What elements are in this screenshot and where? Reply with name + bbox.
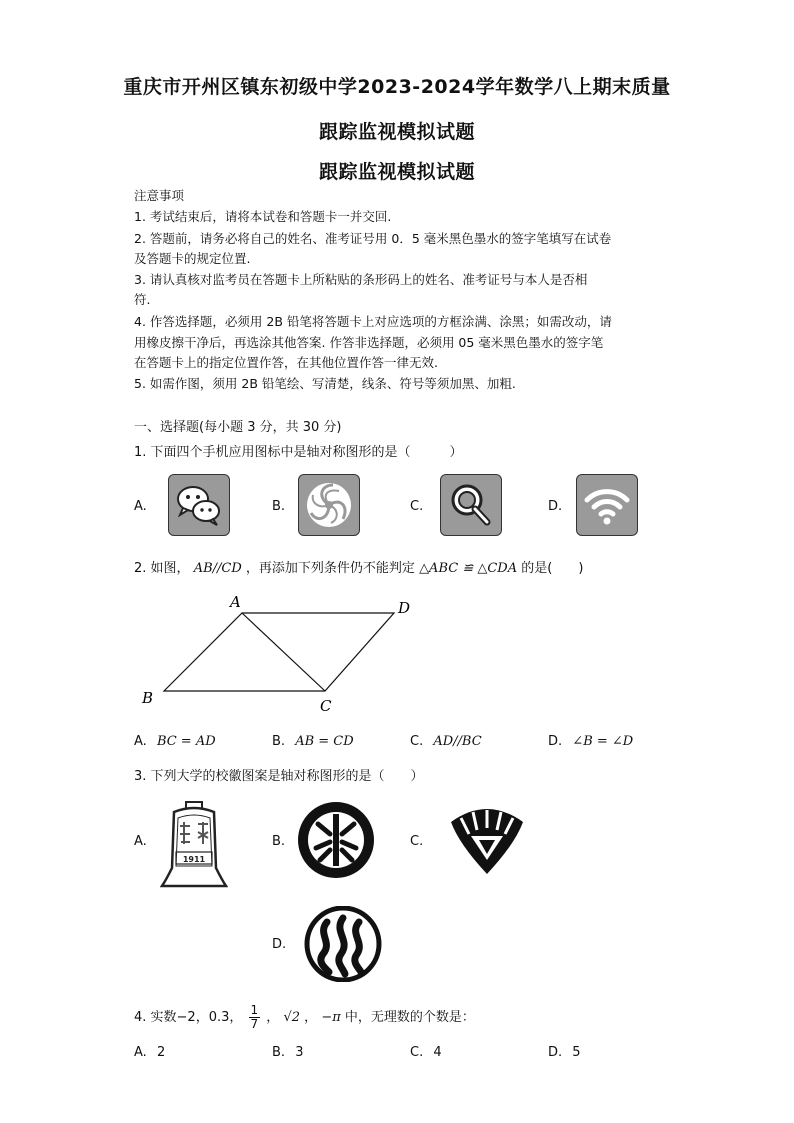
q3-option-a-label: A. [134, 834, 147, 849]
wifi-icon [576, 474, 638, 536]
note-line: 在答题卡上的指定位置作答，在其他位置作答一律无效. [134, 355, 438, 370]
q1-option-b-label: B. [272, 499, 286, 514]
q2-stem-prefix: 2. 如图， [134, 561, 190, 576]
note-line: 1. 考试结束后，请将本试卷和答题卡一并交回. [134, 209, 392, 224]
fraction-numerator: 1 [250, 1003, 259, 1017]
q2-option-c-text: AD//BC [433, 734, 482, 749]
q4-option-d-text: 5 [572, 1045, 581, 1060]
note-line: 5. 如需作图，须用 2B 铅笔绘、写清楚，线条、符号等须加黑、加粗. [134, 376, 516, 391]
eagle-emblem-icon [445, 800, 529, 878]
q1-option-d-label: D. [548, 499, 563, 514]
q1-option-a-label: A. [134, 499, 147, 514]
page-subtitle-repeat: 跟踪监视模拟试题 [318, 161, 475, 183]
point-c-label: C [320, 697, 332, 715]
point-b-label: B [142, 689, 154, 707]
q4-option-a [134, 1045, 165, 1060]
q2-option-b-text: AB = CD [295, 734, 354, 749]
q2-stem-suffix: 的是( ) [521, 561, 584, 576]
q2-option-d [548, 734, 633, 749]
diagonal-ac [242, 613, 325, 691]
search-icon [440, 474, 502, 536]
q2-option-a [134, 734, 216, 749]
section-heading: 一、选择题(每小题 3 分，共 30 分) [134, 420, 342, 435]
page-title: 重庆市开州区镇东初级中学2023-2024学年数学八上期末质量 [123, 76, 671, 98]
question-2-stem [134, 557, 583, 576]
q4-option-c-text: 4 [433, 1045, 442, 1060]
q2-option-b-label: B. [272, 734, 286, 749]
q4-negpi: −π [321, 1010, 341, 1025]
q2-option-b [272, 734, 354, 749]
note-line: 2. 答题前，请务必将自己的姓名、准考证号用 0．5 毫米黑色墨水的签字笔填写在试卷 [134, 231, 612, 246]
tsinghua-bell-icon [160, 798, 228, 890]
note-line: 4. 作答选择题，必须用 2B 铅笔将答题卡上对应选项的方框涂满、涂黑；如需改动，请 [134, 314, 612, 329]
q4-option-b [272, 1045, 303, 1060]
q2-stem-math2: △ABC ≌ △CDA [419, 561, 518, 576]
q4-option-d [548, 1045, 581, 1060]
q3-option-b-label: B. [272, 834, 286, 849]
q2-option-d-text: ∠B = ∠D [572, 734, 634, 749]
note-line: 及答题卡的规定位置. [134, 251, 251, 266]
spiral-icon [298, 474, 360, 536]
q2-option-a-label: A. [134, 734, 147, 749]
q4-stem-prefix: 4. 实数−2，0.3， [134, 1010, 243, 1025]
q4-option-b-text: 3 [295, 1045, 304, 1060]
question-4-stem [134, 1004, 475, 1031]
q2-stem-mid: ，再添加下列条件仍不能判定 [245, 561, 415, 576]
fraction-denominator: 7 [250, 1017, 259, 1031]
q2-option-a-text: BC = AD [156, 734, 216, 749]
pku-emblem-icon [296, 800, 376, 880]
q2-stem-math1: AB//CD [193, 561, 242, 576]
page-subtitle: 跟踪监视模拟试题 [318, 121, 475, 143]
q4-option-a-text: 2 [156, 1045, 166, 1060]
q4-option-a-label: A. [134, 1045, 147, 1060]
q4-stem-mid: ， [266, 1010, 280, 1025]
point-d-label: D [398, 599, 411, 617]
note-line: 用橡皮擦干净后，再选涂其他答案. 作答非选择题，必须用 05 毫米黑色墨水的签字笔 [134, 335, 604, 350]
q4-stem-suffix: 中，无理数的个数是： [344, 1010, 475, 1025]
wechat-icon [168, 474, 230, 536]
q4-stem-mid2: ， [304, 1010, 318, 1025]
waves-emblem-icon [303, 906, 383, 982]
q4-sqrt: √2 [283, 1010, 301, 1025]
parallelogram-figure [130, 585, 430, 720]
question-1-stem: 1. 下面四个手机应用图标中是轴对称图形的是（ ） [134, 445, 463, 460]
q2-option-d-label: D. [548, 734, 563, 749]
fraction-one-seventh [249, 1004, 261, 1031]
parallelogram-outline [164, 613, 394, 691]
q3-option-d-label: D. [272, 937, 287, 952]
q2-option-c-label: C. [410, 734, 424, 749]
q4-option-c-label: C. [410, 1045, 424, 1060]
note-line: 3. 请认真核对监考员在答题卡上所粘贴的条形码上的姓名、准考证号与本人是否相 [134, 272, 588, 287]
q4-option-d-label: D. [548, 1045, 563, 1060]
notes-heading: 注意事项 [134, 188, 185, 203]
tsinghua-year: 1911 [182, 855, 206, 864]
q2-option-c [410, 734, 482, 749]
q4-option-b-label: B. [272, 1045, 286, 1060]
q4-option-c [410, 1045, 442, 1060]
note-line: 符. [134, 292, 151, 307]
q1-option-c-label: C. [410, 499, 424, 514]
question-3-stem: 3. 下列大学的校徽图案是轴对称图形的是（ ） [134, 769, 424, 784]
point-a-label: A [230, 593, 241, 611]
q3-option-c-label: C. [410, 834, 424, 849]
